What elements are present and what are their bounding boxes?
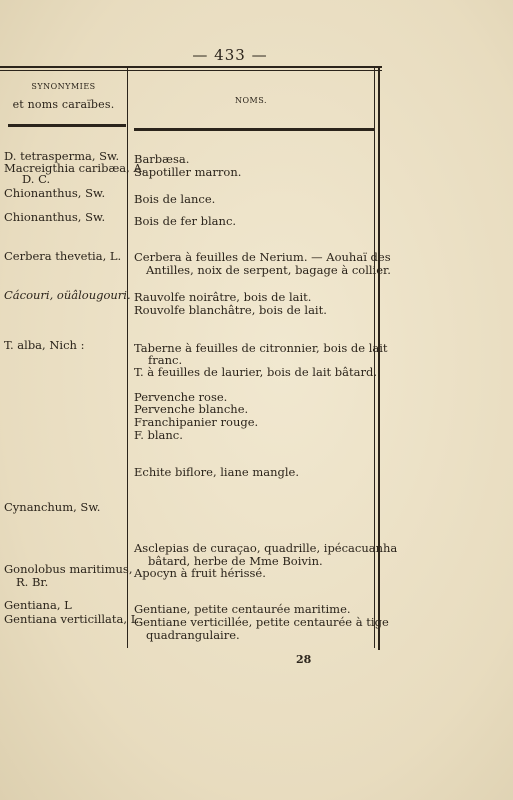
column-divider bbox=[127, 68, 128, 648]
name-entry: Rouvolfe blanchâtre, bois de lait. bbox=[134, 303, 327, 317]
synonym-entry: Macreigthia caribæa, A. bbox=[4, 161, 146, 175]
synonym-entry: Gonolobus maritimus, bbox=[4, 562, 133, 576]
name-entry: Rauvolfe noirâtre, bois de lait. bbox=[134, 290, 312, 304]
header-col1-subtitle: et noms caraïbes. bbox=[12, 98, 115, 111]
name-entry: Bois de fer blanc. bbox=[134, 214, 237, 228]
name-entry: Gentiane verticillée, petite centaurée à tige bbox=[134, 615, 389, 629]
header-col2-title: NOMS. bbox=[235, 96, 267, 105]
header-rule-left bbox=[8, 124, 126, 127]
table-top-rule bbox=[0, 66, 382, 68]
name-entry: Antilles, noix de serpent, bagage à collier. bbox=[146, 263, 391, 277]
header-rule-right bbox=[134, 128, 374, 131]
name-entry: quadrangulaire. bbox=[146, 628, 240, 642]
synonym-entry: R. Br. bbox=[16, 575, 49, 589]
name-entry: F. blanc. bbox=[134, 428, 183, 442]
table-right-border bbox=[374, 68, 375, 648]
name-entry: Barbæsa. bbox=[134, 152, 190, 166]
synonym-entry: Cerbera thevetia, L. bbox=[4, 249, 122, 263]
name-entry: Gentiane, petite centaurée maritime. bbox=[134, 602, 351, 616]
name-entry: Cerbera à feuilles de Nerium. — Aouhaï des bbox=[134, 250, 391, 264]
synonym-entry: D. tetrasperma, Sw. bbox=[4, 149, 120, 163]
name-entry: Sapotiller marron. bbox=[134, 165, 242, 179]
name-entry: franc. bbox=[148, 353, 183, 367]
synonym-entry: D. C. bbox=[22, 172, 51, 186]
printer-signature: 28 bbox=[296, 653, 312, 666]
synonym-entry: Gentiana verticillata, L. bbox=[4, 612, 142, 626]
synonym-entry: T. alba, Nich : bbox=[4, 338, 85, 352]
name-entry: Franchipanier rouge. bbox=[134, 415, 259, 429]
name-entry: Pervenche rose. bbox=[134, 390, 228, 404]
name-entry: Asclepias de curaçao, quadrille, ipécacuanha bbox=[134, 541, 398, 555]
synonym-entry: Gentiana, L bbox=[4, 598, 72, 612]
synonym-entry: Cácouri, oüâlougouri. bbox=[4, 288, 131, 302]
table-top-rule-inner bbox=[0, 70, 382, 71]
name-entry: Echite biflore, liane mangle. bbox=[134, 465, 299, 479]
synonym-entry: Chionanthus, Sw. bbox=[4, 210, 106, 224]
header-col1-title: SYNONYMIES bbox=[31, 82, 96, 91]
synonym-entry: Chionanthus, Sw. bbox=[4, 186, 106, 200]
synonym-entry: Cynanchum, Sw. bbox=[4, 500, 101, 514]
name-entry: Taberne à feuilles de citronnier, bois de lait bbox=[134, 341, 388, 355]
name-entry: Apocyn à fruit hérissé. bbox=[134, 566, 266, 580]
name-entry: Bois de lance. bbox=[134, 192, 216, 206]
page-number: — 433 — bbox=[192, 46, 268, 64]
name-entry: bâtard, herbe de Mme Boivin. bbox=[148, 554, 323, 568]
table-right-border-outer bbox=[378, 68, 380, 650]
name-entry: T. à feuilles de laurier, bois de lait bâtard. bbox=[134, 365, 377, 379]
name-entry: Pervenche blanche. bbox=[134, 402, 249, 416]
